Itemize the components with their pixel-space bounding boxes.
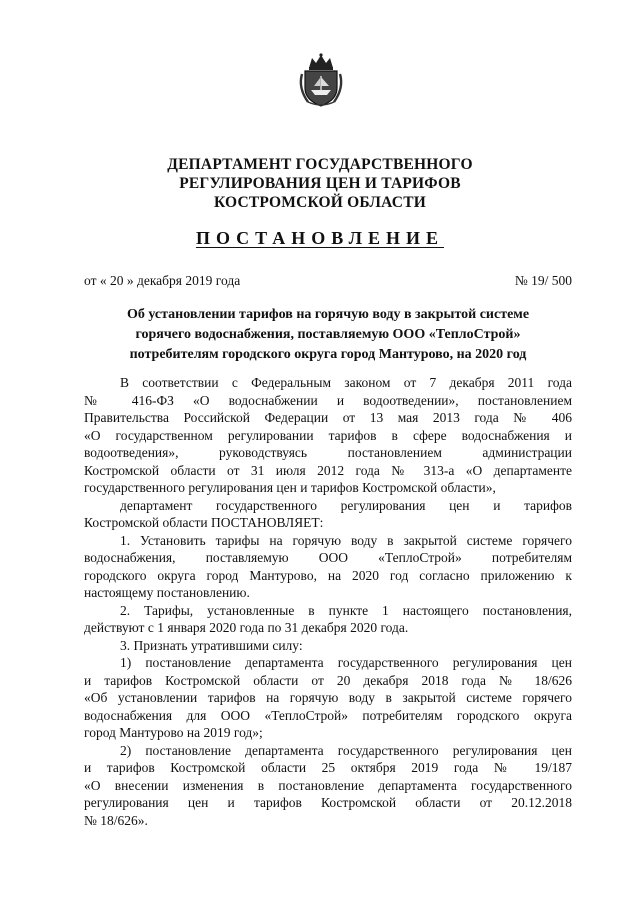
body-line: водоснабжения, поставляемую ООО «ТеплоСтрой» потребителям <box>84 550 572 565</box>
body-line: № 416-ФЗ «О водоснабжении и водоотведении», постановлением <box>84 392 572 408</box>
body-line: «О внесении изменения в постановление департамента государственного <box>84 777 572 793</box>
subject-line-2: горячего водоснабжения, поставляемую ООО «ТеплоСтрой» <box>135 327 521 342</box>
body-line: и тарифов Костромской области от 20 декабря 2018 года № 18/626 <box>84 672 572 688</box>
body-line: городского округа город Мантурово, на 2020 год согласно приложению к <box>84 567 572 583</box>
subject-line-3: потребителям городского округа город Мантурово, на 2020 год <box>129 347 527 362</box>
body-line: город Мантурово на 2019 год»; <box>84 725 263 740</box>
body-line: Костромской области ПОСТАНОВЛЯЕТ: <box>84 515 324 530</box>
body-line: «О государственном регулировании тарифов в сфере водоснабжения и <box>84 427 572 443</box>
department-name-line-3: КОСТРОМСКОЙ ОБЛАСТИ <box>213 194 426 211</box>
body-line: 1) постановление департамента государственного регулирования цен <box>120 655 572 670</box>
body-line: Правительства Российской Федерации от 13 мая 2013 года № 406 <box>84 410 572 425</box>
subject-line-1: Об установлении тарифов на горячую воду в закрытой системе <box>126 307 530 322</box>
body-line: «Об установлении тарифов на горячую воду в закрытой системе горячего <box>84 690 572 705</box>
body-line: государственного регулирования цен и тарифов Костромской области», <box>84 480 496 495</box>
body-line: 2) постановление департамента государственного регулирования цен <box>120 742 572 758</box>
body-line: В соответствии с Федеральным законом от 7 декабря 2011 года <box>120 375 572 390</box>
coat-of-arms-emblem <box>296 52 346 108</box>
body-line: № 18/626». <box>84 812 148 828</box>
department-name-line-1: ДЕПАРТАМЕНТ ГОСУДАРСТВЕННОГО <box>167 156 473 173</box>
body-line: водоотведения», руководствуясь постановлением администрации <box>84 445 572 460</box>
body-line: департамент государственного регулирования цен и тарифов <box>120 497 572 513</box>
document-date: от « 20 » декабря 2019 года <box>84 273 241 288</box>
body-line: 3. Признать утратившими силу: <box>120 637 303 653</box>
body-line: 1. Установить тарифы на горячую воду в закрытой системе горячего <box>120 532 572 548</box>
body-line: 2. Тарифы, установленные в пункте 1 настоящего постановления, <box>120 602 572 618</box>
body-line: и тарифов Костромской области 25 октября 2019 года № 19/187 <box>84 760 572 775</box>
body-line: настоящему постановлению. <box>84 585 250 600</box>
document-body <box>84 374 572 829</box>
body-line: регулирования цен и тарифов Костромской области от 20.12.2018 <box>84 795 572 810</box>
body-line: водоснабжения для ООО «ТеплоСтрой» потребителям городского округа <box>84 707 572 723</box>
department-name-line-2: РЕГУЛИРОВАНИЯ ЦЕН И ТАРИФОВ <box>179 175 461 192</box>
document-type-title <box>0 228 640 249</box>
document-number: № 19/ 500 <box>514 273 572 288</box>
document-type-text: ПОСТАНОВЛЕНИЕ <box>195 228 445 248</box>
body-line: Костромской области от 31 июля 2012 года № 313-а «О департаменте <box>84 462 572 478</box>
body-line: действуют с 1 января 2020 года по 31 декабря 2020 года. <box>84 620 409 635</box>
